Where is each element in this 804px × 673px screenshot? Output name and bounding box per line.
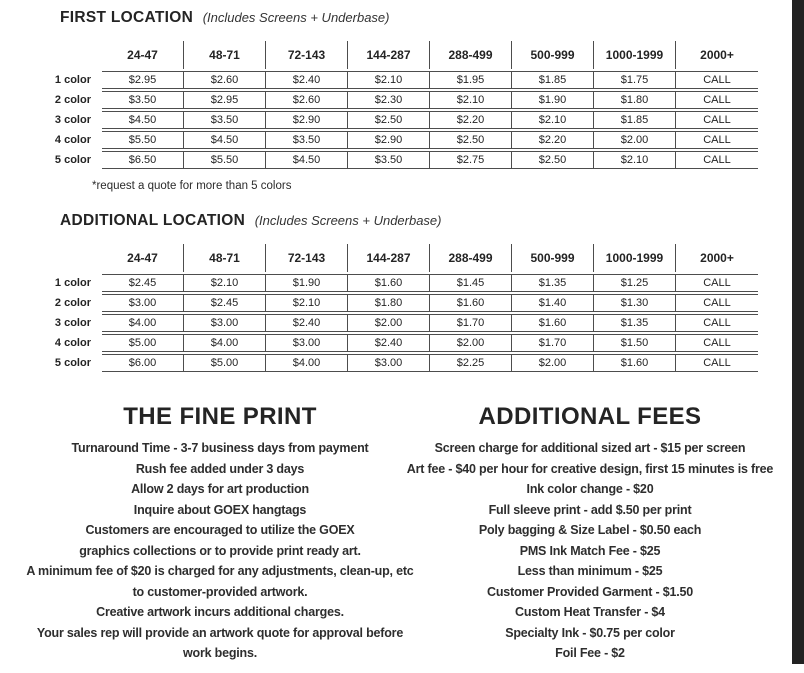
price-cell: $2.50 <box>430 131 512 149</box>
price-cell: $1.60 <box>512 314 594 332</box>
price-cell: $2.10 <box>594 151 676 169</box>
price-row <box>42 334 758 352</box>
quantity-column-header: 48-71 <box>184 41 266 69</box>
text-line: Full sleeve print - add $.50 per print <box>488 502 692 517</box>
price-cell: $1.75 <box>594 71 676 89</box>
quantity-column-header: 288-499 <box>430 244 512 272</box>
price-cell: $1.85 <box>512 71 594 89</box>
price-cell: $1.70 <box>430 314 512 332</box>
text-line: Customers are encouraged to utilize the GOEX <box>85 523 355 537</box>
text-line: A minimum fee of $20 is charged for any adjustments, clean-up, etc <box>26 564 414 578</box>
quantity-column-header: 24-47 <box>102 41 184 69</box>
price-cell: $2.00 <box>594 131 676 149</box>
price-cell: $5.50 <box>102 131 184 149</box>
price-cell: $4.00 <box>266 354 348 372</box>
additional-location-price-table <box>42 242 758 374</box>
price-cell: $2.75 <box>430 151 512 169</box>
text-line: Art fee - $40 per hour for creative design, first 15 minutes is free <box>406 461 774 476</box>
text-line: Allow 2 days for art production <box>131 482 309 496</box>
price-cell: $5.00 <box>184 354 266 372</box>
quantity-column-header: 1000-1999 <box>594 244 676 272</box>
text-line: to customer-provided artwork. <box>132 584 308 599</box>
text-line: Ink color change - $20 <box>526 482 654 496</box>
price-cell: $1.90 <box>512 91 594 109</box>
text-line: Creative artwork incurs additional charges. <box>96 605 344 619</box>
price-cell: $2.45 <box>102 274 184 292</box>
text-line: Customer Provided Garment - $1.50 <box>487 584 693 599</box>
price-cell: $3.50 <box>184 111 266 129</box>
price-cell: $6.50 <box>102 151 184 169</box>
text-line: Turnaround Time - 3-7 business days from payment <box>71 441 369 455</box>
text-line: Poly bagging & Size Label - $0.50 each <box>478 523 702 537</box>
color-count-label: 1 color <box>54 74 91 86</box>
text-line: Specialty Ink - $0.75 per color <box>505 625 675 640</box>
additional-location-section <box>0 211 804 374</box>
price-cell: $2.40 <box>266 314 348 332</box>
price-cell: $1.60 <box>348 274 430 292</box>
price-cell: $2.95 <box>102 71 184 89</box>
quantity-column-header: 72-143 <box>266 244 348 272</box>
price-cell: $2.40 <box>348 334 430 352</box>
info-columns <box>0 403 804 673</box>
text-line: Your sales rep will provide an artwork quote for approval before <box>36 625 404 640</box>
price-cell: $1.45 <box>430 274 512 292</box>
price-cell: $3.00 <box>184 314 266 332</box>
price-cell: $5.50 <box>184 151 266 169</box>
additional-fees-title: ADDITIONAL FEES <box>478 403 702 430</box>
quantity-column-header: 500-999 <box>512 41 594 69</box>
price-cell: $1.60 <box>430 294 512 312</box>
quantity-column-header: 144-287 <box>348 244 430 272</box>
price-row <box>42 294 758 312</box>
price-cell: $4.50 <box>184 131 266 149</box>
text-line: Screen charge for additional sized art - $15 per screen <box>434 441 746 455</box>
quantity-column-header: 500-999 <box>512 244 594 272</box>
color-count-label: 2 color <box>54 94 91 106</box>
price-cell: $2.90 <box>266 111 348 129</box>
quantity-column-header: 72-143 <box>266 41 348 69</box>
price-cell: $3.00 <box>102 294 184 312</box>
price-cell: $2.45 <box>184 294 266 312</box>
price-row <box>42 91 758 109</box>
color-count-label: 5 color <box>54 357 91 369</box>
price-cell: $1.95 <box>430 71 512 89</box>
section-subtitle: (Includes Screens + Underbase) <box>254 213 442 228</box>
price-cell: $1.90 <box>266 274 348 292</box>
color-count-label: 3 color <box>54 317 91 329</box>
quantity-column-header: 2000+ <box>700 48 734 62</box>
price-cell: CALL <box>676 111 758 129</box>
price-cell: $1.80 <box>348 294 430 312</box>
quantity-column-header: 48-71 <box>184 244 266 272</box>
quantity-column-header: 2000+ <box>700 251 734 265</box>
color-count-label: 4 color <box>54 134 91 146</box>
price-cell: $1.35 <box>512 274 594 292</box>
text-line: graphics collections or to provide print ready art. <box>79 543 361 558</box>
corner-cell <box>42 244 102 272</box>
price-cell: $2.20 <box>512 131 594 149</box>
price-cell: $2.10 <box>184 274 266 292</box>
price-cell: $2.50 <box>348 111 430 129</box>
fine-print-lines <box>0 438 440 664</box>
quote-footnote: *request a quote for more than 5 colors <box>92 180 292 192</box>
color-count-label: 3 color <box>54 114 91 126</box>
price-row <box>42 71 758 89</box>
quantity-column-header: 24-47 <box>102 244 184 272</box>
fine-print-section <box>0 403 440 664</box>
price-cell: $1.40 <box>512 294 594 312</box>
right-edge-bar <box>792 0 804 664</box>
price-cell: $2.60 <box>184 71 266 89</box>
price-cell: CALL <box>676 294 758 312</box>
price-cell: $6.00 <box>102 354 184 372</box>
text-line: Rush fee added under 3 days <box>135 461 305 476</box>
price-cell: $2.50 <box>512 151 594 169</box>
text-line: PMS Ink Match Fee - $25 <box>519 543 661 558</box>
price-cell: CALL <box>676 354 758 372</box>
price-cell: $3.00 <box>348 354 430 372</box>
price-cell: $5.00 <box>102 334 184 352</box>
section-title-text: ADDITIONAL LOCATION <box>60 212 246 229</box>
price-cell: CALL <box>676 274 758 292</box>
price-cell: $2.30 <box>348 91 430 109</box>
price-row <box>42 354 758 372</box>
price-cell: $2.10 <box>430 91 512 109</box>
quantity-column-header: 144-287 <box>348 41 430 69</box>
price-cell: $1.30 <box>594 294 676 312</box>
header-row <box>42 244 758 272</box>
text-line: work begins. <box>182 646 257 660</box>
section-title-text: FIRST LOCATION <box>60 9 194 26</box>
quantity-column-header: 1000-1999 <box>594 41 676 69</box>
section-subtitle: (Includes Screens + Underbase) <box>202 10 390 25</box>
price-cell: $1.35 <box>594 314 676 332</box>
price-cell: $2.20 <box>430 111 512 129</box>
price-cell: $1.85 <box>594 111 676 129</box>
color-count-label: 4 color <box>54 337 91 349</box>
quantity-column-header: 288-499 <box>430 41 512 69</box>
price-row <box>42 111 758 129</box>
price-cell: $1.50 <box>594 334 676 352</box>
text-line: Inquire about GOEX hangtags <box>133 502 307 517</box>
text-line: Less than minimum - $25 <box>517 564 663 578</box>
additional-fees-section <box>402 403 778 664</box>
price-cell: $2.40 <box>266 71 348 89</box>
price-row <box>42 274 758 292</box>
price-cell: $2.90 <box>348 131 430 149</box>
price-cell: CALL <box>676 151 758 169</box>
price-cell: $2.60 <box>266 91 348 109</box>
first-location-price-table <box>42 39 758 171</box>
price-row <box>42 314 758 332</box>
price-cell: CALL <box>676 131 758 149</box>
price-cell: $2.25 <box>430 354 512 372</box>
price-cell: $1.60 <box>594 354 676 372</box>
price-cell: $3.50 <box>102 91 184 109</box>
price-cell: $2.00 <box>430 334 512 352</box>
color-count-label: 2 color <box>54 297 91 309</box>
price-cell: $2.10 <box>266 294 348 312</box>
price-cell: $2.00 <box>348 314 430 332</box>
header-row <box>42 41 758 69</box>
price-cell: $3.00 <box>266 334 348 352</box>
price-cell: $2.10 <box>512 111 594 129</box>
price-cell: CALL <box>676 314 758 332</box>
price-cell: $1.25 <box>594 274 676 292</box>
price-cell: CALL <box>676 71 758 89</box>
price-cell: $2.00 <box>512 354 594 372</box>
color-count-label: 1 color <box>54 277 91 289</box>
price-cell: $2.95 <box>184 91 266 109</box>
price-cell: CALL <box>676 91 758 109</box>
price-cell: $1.70 <box>512 334 594 352</box>
first-location-section <box>0 8 804 194</box>
price-cell: $3.50 <box>266 131 348 149</box>
first-location-title <box>60 8 804 27</box>
price-cell: $4.50 <box>102 111 184 129</box>
fine-print-title: THE FINE PRINT <box>123 403 317 430</box>
price-cell: $4.00 <box>102 314 184 332</box>
corner-cell <box>42 41 102 69</box>
color-count-label: 5 color <box>54 154 91 166</box>
price-row <box>42 151 758 169</box>
additional-location-title <box>60 211 804 230</box>
price-cell: $1.80 <box>594 91 676 109</box>
price-cell: $2.10 <box>348 71 430 89</box>
additional-fees-lines <box>402 438 778 664</box>
text-line: Foil Fee - $2 <box>555 646 625 660</box>
price-cell: $3.50 <box>348 151 430 169</box>
price-cell: $4.00 <box>184 334 266 352</box>
price-cell: $4.50 <box>266 151 348 169</box>
text-line: Custom Heat Transfer - $4 <box>515 605 665 619</box>
price-row <box>42 131 758 149</box>
price-cell: CALL <box>676 334 758 352</box>
